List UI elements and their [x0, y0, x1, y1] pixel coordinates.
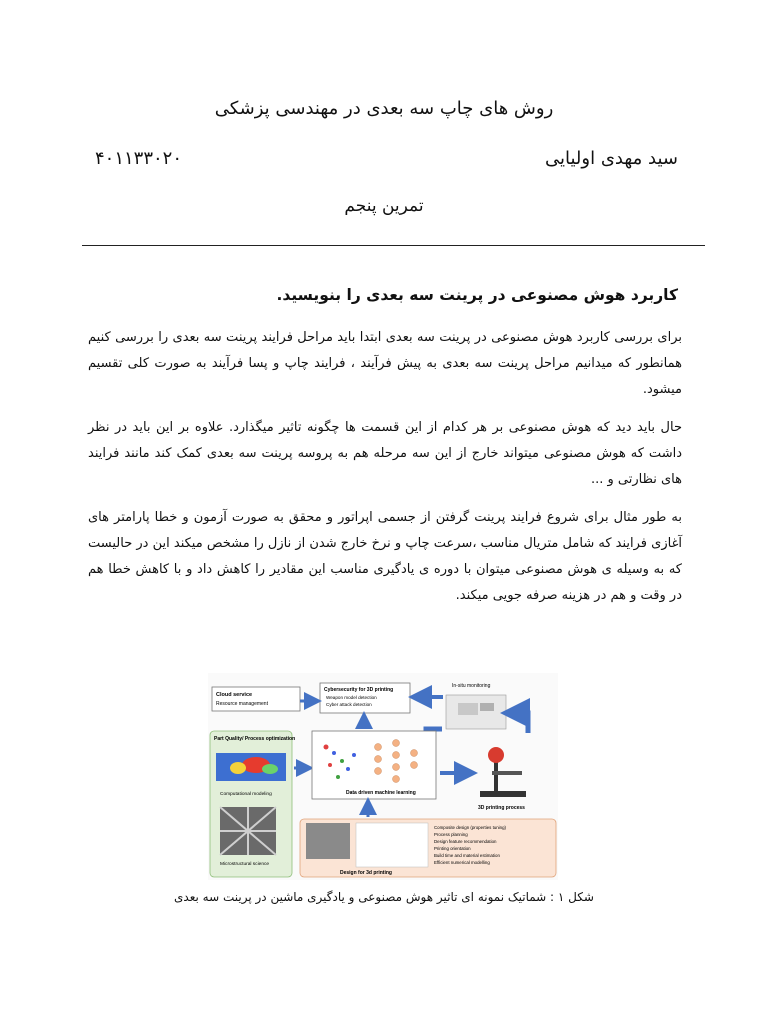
design-lattice-image	[306, 823, 350, 859]
assignment-subtitle: تمرین پنجم	[344, 196, 424, 216]
author-name: سید مهدی اولیایی	[545, 148, 678, 169]
printing-process-label: 3D printing process	[478, 805, 525, 811]
ai-3d-printing-figure	[208, 673, 558, 880]
3d-printer-icon	[480, 747, 526, 797]
design-item: Design feature recommendation	[434, 839, 497, 844]
ml-label: Data driven machine learning	[346, 790, 416, 796]
cybersecurity-title: Cybersecurity for 3D printing	[324, 687, 394, 693]
student-id: ۴۰۱۱۳۳۰۲۰	[95, 148, 183, 169]
computational-label: Computational modeling	[220, 792, 272, 797]
design-item: Efficient numerical modelling	[434, 860, 490, 865]
cybersecurity-item: Cyber attack detection	[326, 702, 372, 707]
cloud-service-box	[212, 687, 300, 711]
paragraph: حال باید دید که هوش مصنوعی بر هر کدام از این قسمت ها چگونه تاثیر میگذارد. علاوه بر این باید در نظر داشت که هوش مصنوعی میتواند خارج از این سه مرحله هم به پروسه پرینت سه بعدی کمک کند مانند فرایند های نظارتی و ...	[88, 420, 682, 487]
design-label: Design for 3d printing	[340, 870, 392, 876]
body-text	[88, 325, 682, 621]
header-divider	[82, 245, 705, 246]
microstructural-label: Microstructural science	[220, 862, 270, 867]
paragraph: به طور مثال برای شروع فرایند پرینت گرفتن از جسمی اپراتور و محقق به صورت آزمون و خطا پارامتر های آغازی فرایند که شامل متریال مناسب ،سرعت چاپ و نرخ خارج شدن از نازل را مشخص میکند این در حالیست که به وسیله ی هوش مصنوعی میتوان با دوره ی یادگیری مناسب این مقادیر را کاهش داد و با کاهش خطا هم در وقت و هم در هزینه صرفه جویی میکند.	[88, 510, 682, 603]
cloud-service-item: Resource management	[216, 701, 268, 707]
figure-diagram	[208, 673, 558, 880]
design-item: Composite design (properties tuning)	[434, 825, 506, 830]
camera-icon	[458, 703, 478, 715]
paragraph: برای بررسی کاربرد هوش مصنوعی در پرینت سه بعدی ابتدا باید مراحل فرایند پرینت سه بعدی را بررسی کنیم همانطور که میدانیم مراحل پرینت سه بعدی به پیش فرآیند ، فرایند چاپ و پسا فرآیند به صورت کلی تقسیم میشود.	[88, 330, 682, 397]
design-item: Process planning	[434, 832, 468, 837]
design-item: Printing orientation	[434, 846, 471, 851]
arrow-loop-right	[510, 713, 528, 733]
question-heading: کاربرد هوش مصنوعی در پرینت سه بعدی را بنویسید.	[276, 286, 678, 304]
part-quality-box	[210, 731, 292, 877]
document-title: روش های چاپ سه بعدی در مهندسی پزشکی	[214, 98, 554, 119]
figure-caption: شکل ۱ : شماتیک نمونه ای تاثیر هوش مصنوعی و یادگیری ماشین در پرینت سه بعدی	[174, 890, 594, 904]
insitu-label: In-situ monitoring	[452, 683, 491, 689]
part-quality-label: Part Quality/ Process optimization	[214, 736, 296, 742]
cloud-service-title: Cloud service	[216, 692, 253, 698]
cybersecurity-item: Weapon model detection	[326, 695, 377, 700]
design-table-image	[356, 823, 428, 867]
design-item: Build time and material estimation	[434, 853, 500, 858]
